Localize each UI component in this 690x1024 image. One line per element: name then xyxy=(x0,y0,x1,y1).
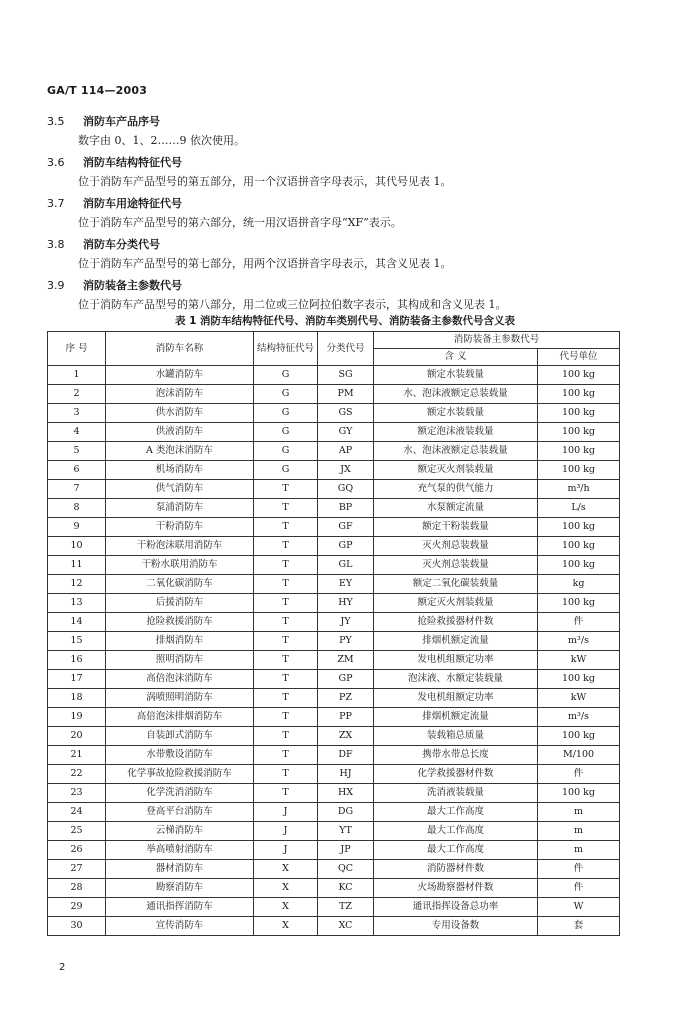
cell-seq: 9 xyxy=(48,518,106,537)
cell-unit: m³/s xyxy=(538,632,620,651)
section-heading xyxy=(47,115,607,129)
cell-unit: M/100 xyxy=(538,746,620,765)
cell-meaning: 化学救援器材件数 xyxy=(374,765,538,784)
cell-struct: T xyxy=(254,556,318,575)
cell-class: HX xyxy=(318,784,374,803)
cell-meaning: 额定水装载量 xyxy=(374,366,538,385)
cell-class: GP xyxy=(318,537,374,556)
section-number: 3.7 xyxy=(47,197,65,210)
cell-unit: kW xyxy=(538,689,620,708)
table-row xyxy=(48,385,620,404)
cell-seq: 20 xyxy=(48,727,106,746)
cell-meaning: 火场勘察器材件数 xyxy=(374,879,538,898)
cell-name: 云梯消防车 xyxy=(106,822,254,841)
cell-class: ZM xyxy=(318,651,374,670)
table-body xyxy=(48,366,620,936)
cell-name: 后援消防车 xyxy=(106,594,254,613)
cell-struct: J xyxy=(254,803,318,822)
cell-unit: W xyxy=(538,898,620,917)
section-number: 3.5 xyxy=(47,115,65,128)
cell-name: 干粉水联用消防车 xyxy=(106,556,254,575)
table-row xyxy=(48,594,620,613)
section-title: 消防装备主参数代号 xyxy=(83,279,182,292)
cell-class: GF xyxy=(318,518,374,537)
cell-name: 照明消防车 xyxy=(106,651,254,670)
cell-meaning: 灭火剂总装载量 xyxy=(374,556,538,575)
cell-unit: 100 kg xyxy=(538,423,620,442)
cell-seq: 19 xyxy=(48,708,106,727)
page-number: 2 xyxy=(59,962,66,973)
table-row xyxy=(48,727,620,746)
cell-meaning: 额定水装载量 xyxy=(374,404,538,423)
cell-struct: T xyxy=(254,689,318,708)
cell-struct: X xyxy=(254,879,318,898)
cell-seq: 11 xyxy=(48,556,106,575)
cell-unit: 100 kg xyxy=(538,404,620,423)
table-row xyxy=(48,518,620,537)
cell-unit: 套 xyxy=(538,917,620,936)
cell-meaning: 额定二氧化碳装载量 xyxy=(374,575,538,594)
table-row xyxy=(48,689,620,708)
table-row xyxy=(48,651,620,670)
section-text: 位于消防车产品型号的第七部分，用两个汉语拼音字母表示，其含义见表 1。 xyxy=(78,257,452,270)
cell-meaning: 泡沫液、水额定装载量 xyxy=(374,670,538,689)
cell-struct: G xyxy=(254,385,318,404)
cell-class: GP xyxy=(318,670,374,689)
cell-meaning: 充气泵的供气能力 xyxy=(374,480,538,499)
table-row xyxy=(48,708,620,727)
cell-name: 水带敷设消防车 xyxy=(106,746,254,765)
cell-unit: kW xyxy=(538,651,620,670)
cell-meaning: 水、泡沫液额定总装载量 xyxy=(374,442,538,461)
cell-class: AP xyxy=(318,442,374,461)
section-number: 3.9 xyxy=(47,279,65,292)
cell-class: PP xyxy=(318,708,374,727)
cell-struct: G xyxy=(254,461,318,480)
cell-seq: 28 xyxy=(48,879,106,898)
cell-class: BP xyxy=(318,499,374,518)
table-title: 表 1 消防车结构特征代号、消防车类别代号、消防装备主参数代号含义表 xyxy=(174,315,516,327)
header-param-group: 消防装备主参数代号 xyxy=(374,332,620,349)
cell-unit: 100 kg xyxy=(538,385,620,404)
cell-unit: 100 kg xyxy=(538,727,620,746)
table-row xyxy=(48,898,620,917)
cell-struct: T xyxy=(254,575,318,594)
section-heading xyxy=(47,197,607,211)
cell-class: GY xyxy=(318,423,374,442)
cell-seq: 16 xyxy=(48,651,106,670)
cell-meaning: 专用设备数 xyxy=(374,917,538,936)
cell-unit: 件 xyxy=(538,765,620,784)
cell-meaning: 额定干粉装载量 xyxy=(374,518,538,537)
cell-seq: 24 xyxy=(48,803,106,822)
header-meaning: 含 义 xyxy=(374,349,538,366)
cell-unit: 件 xyxy=(538,613,620,632)
cell-meaning: 抢险救援器材件数 xyxy=(374,613,538,632)
section-title: 消防车结构特征代号 xyxy=(83,156,182,169)
cell-name: 通讯指挥消防车 xyxy=(106,898,254,917)
cell-name: 登高平台消防车 xyxy=(106,803,254,822)
cell-meaning: 额定灭火剂装载量 xyxy=(374,594,538,613)
cell-meaning: 发电机组额定功率 xyxy=(374,651,538,670)
cell-unit: 100 kg xyxy=(538,518,620,537)
cell-meaning: 发电机组额定功率 xyxy=(374,689,538,708)
cell-class: PY xyxy=(318,632,374,651)
cell-name: 勘察消防车 xyxy=(106,879,254,898)
cell-struct: T xyxy=(254,708,318,727)
cell-class: GQ xyxy=(318,480,374,499)
cell-name: 供液消防车 xyxy=(106,423,254,442)
table-row xyxy=(48,556,620,575)
cell-name: 供水消防车 xyxy=(106,404,254,423)
table-row xyxy=(48,575,620,594)
cell-meaning: 洗消液装载量 xyxy=(374,784,538,803)
cell-seq: 12 xyxy=(48,575,106,594)
cell-seq: 8 xyxy=(48,499,106,518)
cell-unit: 100 kg xyxy=(538,461,620,480)
code-table xyxy=(47,331,620,936)
cell-meaning: 灭火剂总装载量 xyxy=(374,537,538,556)
cell-struct: T xyxy=(254,499,318,518)
cell-meaning: 额定泡沫液装载量 xyxy=(374,423,538,442)
cell-unit: m³/s xyxy=(538,708,620,727)
cell-meaning: 装载箱总质量 xyxy=(374,727,538,746)
cell-name: 水罐消防车 xyxy=(106,366,254,385)
cell-struct: T xyxy=(254,594,318,613)
cell-seq: 15 xyxy=(48,632,106,651)
cell-name: 干粉泡沫联用消防车 xyxy=(106,537,254,556)
cell-name: 抢险救援消防车 xyxy=(106,613,254,632)
cell-unit: 100 kg xyxy=(538,670,620,689)
cell-seq: 3 xyxy=(48,404,106,423)
table-row xyxy=(48,746,620,765)
cell-struct: G xyxy=(254,423,318,442)
table-row xyxy=(48,765,620,784)
section-title: 消防车用途特征代号 xyxy=(83,197,182,210)
cell-seq: 5 xyxy=(48,442,106,461)
cell-struct: T xyxy=(254,727,318,746)
section-text: 位于消防车产品型号的第六部分，统一用汉语拼音字母“XF”表示。 xyxy=(78,216,402,229)
cell-unit: L/s xyxy=(538,499,620,518)
section-text: 位于消防车产品型号的第五部分，用一个汉语拼音字母表示，其代号见表 1。 xyxy=(78,175,452,188)
cell-seq: 2 xyxy=(48,385,106,404)
cell-seq: 26 xyxy=(48,841,106,860)
cell-class: QC xyxy=(318,860,374,879)
cell-meaning: 最大工作高度 xyxy=(374,803,538,822)
cell-unit: 件 xyxy=(538,860,620,879)
cell-seq: 30 xyxy=(48,917,106,936)
cell-name: 化学洗消消防车 xyxy=(106,784,254,803)
section-text: 位于消防车产品型号的第八部分，用二位或三位阿拉伯数字表示，其构成和含义见表 1。 xyxy=(78,298,507,311)
table-row xyxy=(48,404,620,423)
cell-struct: J xyxy=(254,822,318,841)
cell-struct: X xyxy=(254,917,318,936)
cell-struct: T xyxy=(254,613,318,632)
cell-struct: G xyxy=(254,404,318,423)
cell-struct: T xyxy=(254,765,318,784)
cell-struct: X xyxy=(254,898,318,917)
table-row xyxy=(48,442,620,461)
cell-name: 排烟消防车 xyxy=(106,632,254,651)
cell-seq: 17 xyxy=(48,670,106,689)
cell-name: 宣传消防车 xyxy=(106,917,254,936)
table-row xyxy=(48,537,620,556)
cell-class: EY xyxy=(318,575,374,594)
cell-seq: 21 xyxy=(48,746,106,765)
cell-seq: 25 xyxy=(48,822,106,841)
cell-struct: T xyxy=(254,518,318,537)
cell-unit: 100 kg xyxy=(538,556,620,575)
cell-class: JY xyxy=(318,613,374,632)
cell-seq: 7 xyxy=(48,480,106,499)
cell-name: A 类泡沫消防车 xyxy=(106,442,254,461)
cell-struct: T xyxy=(254,651,318,670)
cell-struct: G xyxy=(254,442,318,461)
cell-class: DG xyxy=(318,803,374,822)
cell-seq: 6 xyxy=(48,461,106,480)
table-row xyxy=(48,860,620,879)
cell-meaning: 排烟机额定流量 xyxy=(374,708,538,727)
cell-name: 高倍泡沫消防车 xyxy=(106,670,254,689)
header-struct: 结构特征代号 xyxy=(254,332,318,366)
section-text: 数字由 0、1、2……9 依次使用。 xyxy=(78,134,245,147)
header-name: 消防车名称 xyxy=(106,332,254,366)
cell-seq: 27 xyxy=(48,860,106,879)
table-row xyxy=(48,879,620,898)
cell-unit: kg xyxy=(538,575,620,594)
cell-unit: 100 kg xyxy=(538,784,620,803)
section-heading xyxy=(47,238,607,252)
cell-name: 二氧化碳消防车 xyxy=(106,575,254,594)
cell-struct: T xyxy=(254,537,318,556)
cell-unit: m³/h xyxy=(538,480,620,499)
cell-unit: 100 kg xyxy=(538,594,620,613)
header-seq: 序 号 xyxy=(48,332,106,366)
cell-class: GL xyxy=(318,556,374,575)
section-title: 消防车产品序号 xyxy=(83,115,160,128)
cell-class: PM xyxy=(318,385,374,404)
cell-unit: 100 kg xyxy=(538,366,620,385)
cell-class: YT xyxy=(318,822,374,841)
section-heading xyxy=(47,156,607,170)
cell-struct: X xyxy=(254,860,318,879)
cell-meaning: 最大工作高度 xyxy=(374,841,538,860)
table-row xyxy=(48,632,620,651)
cell-struct: T xyxy=(254,746,318,765)
cell-seq: 18 xyxy=(48,689,106,708)
cell-class: ZX xyxy=(318,727,374,746)
table-row xyxy=(48,480,620,499)
cell-unit: 件 xyxy=(538,879,620,898)
cell-class: SG xyxy=(318,366,374,385)
cell-meaning: 通讯指挥设备总功率 xyxy=(374,898,538,917)
cell-seq: 14 xyxy=(48,613,106,632)
cell-name: 化学事故抢险救援消防车 xyxy=(106,765,254,784)
cell-unit: 100 kg xyxy=(538,537,620,556)
document-header: GA/T 114—2003 xyxy=(47,84,148,97)
table-row xyxy=(48,822,620,841)
table-row xyxy=(48,784,620,803)
cell-meaning: 排烟机额定流量 xyxy=(374,632,538,651)
cell-struct: T xyxy=(254,480,318,499)
header-unit: 代号单位 xyxy=(538,349,620,366)
cell-seq: 10 xyxy=(48,537,106,556)
cell-class: PZ xyxy=(318,689,374,708)
cell-class: JX xyxy=(318,461,374,480)
section-title: 消防车分类代号 xyxy=(83,238,160,251)
cell-seq: 29 xyxy=(48,898,106,917)
header-class: 分类代号 xyxy=(318,332,374,366)
cell-class: HJ xyxy=(318,765,374,784)
table-row xyxy=(48,841,620,860)
table-row xyxy=(48,499,620,518)
cell-class: HY xyxy=(318,594,374,613)
cell-name: 泵浦消防车 xyxy=(106,499,254,518)
cell-name: 泡沫消防车 xyxy=(106,385,254,404)
cell-struct: T xyxy=(254,784,318,803)
cell-class: JP xyxy=(318,841,374,860)
table-row xyxy=(48,423,620,442)
section-number: 3.6 xyxy=(47,156,65,169)
cell-meaning: 额定灭火剂装载量 xyxy=(374,461,538,480)
cell-name: 干粉消防车 xyxy=(106,518,254,537)
cell-seq: 22 xyxy=(48,765,106,784)
cell-class: KC xyxy=(318,879,374,898)
cell-class: DF xyxy=(318,746,374,765)
section-heading xyxy=(47,279,607,293)
cell-name: 举高喷射消防车 xyxy=(106,841,254,860)
cell-meaning: 消防器材件数 xyxy=(374,860,538,879)
cell-struct: J xyxy=(254,841,318,860)
cell-name: 涡喷照明消防车 xyxy=(106,689,254,708)
cell-meaning: 水泵额定流量 xyxy=(374,499,538,518)
cell-meaning: 水、泡沫液额定总装载量 xyxy=(374,385,538,404)
cell-unit: m xyxy=(538,803,620,822)
cell-class: GS xyxy=(318,404,374,423)
cell-seq: 23 xyxy=(48,784,106,803)
cell-struct: T xyxy=(254,632,318,651)
cell-meaning: 最大工作高度 xyxy=(374,822,538,841)
cell-seq: 4 xyxy=(48,423,106,442)
cell-unit: 100 kg xyxy=(538,442,620,461)
cell-unit: m xyxy=(538,822,620,841)
cell-unit: m xyxy=(538,841,620,860)
cell-meaning: 携带水带总长度 xyxy=(374,746,538,765)
cell-seq: 1 xyxy=(48,366,106,385)
cell-name: 器材消防车 xyxy=(106,860,254,879)
table-row xyxy=(48,917,620,936)
cell-seq: 13 xyxy=(48,594,106,613)
table-row xyxy=(48,613,620,632)
cell-name: 自装卸式消防车 xyxy=(106,727,254,746)
cell-struct: T xyxy=(254,670,318,689)
cell-name: 供气消防车 xyxy=(106,480,254,499)
cell-class: XC xyxy=(318,917,374,936)
cell-name: 高倍泡沫排烟消防车 xyxy=(106,708,254,727)
table-row xyxy=(48,461,620,480)
cell-name: 机场消防车 xyxy=(106,461,254,480)
table-row xyxy=(48,670,620,689)
cell-struct: G xyxy=(254,366,318,385)
table-row xyxy=(48,803,620,822)
table-row xyxy=(48,366,620,385)
cell-class: TZ xyxy=(318,898,374,917)
section-number: 3.8 xyxy=(47,238,65,251)
